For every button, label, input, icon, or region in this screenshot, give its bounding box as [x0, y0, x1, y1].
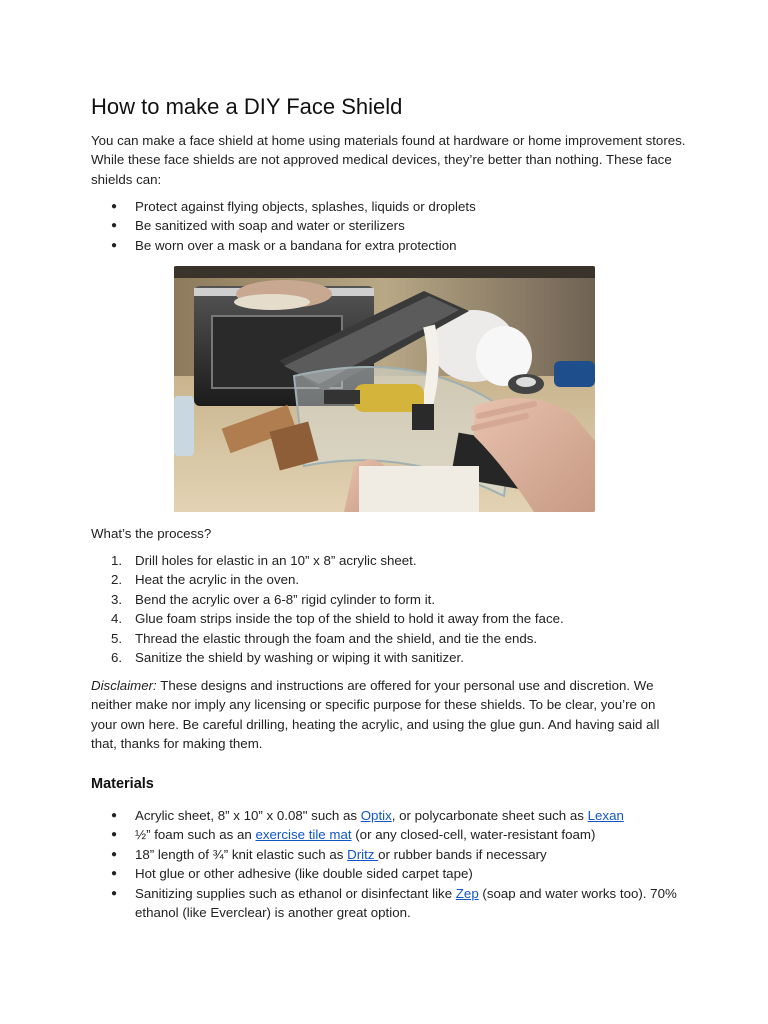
list-item [91, 825, 691, 844]
step-number: 6. [111, 650, 123, 666]
list-item [91, 570, 691, 589]
list-item: ● Hot glue or other adhesive (like double sided carpet tape) [91, 864, 691, 883]
list-item [91, 590, 691, 609]
step-number: 2. [111, 572, 123, 588]
material-text: or rubber bands if necessary [378, 846, 547, 862]
material-text: Acrylic sheet, 8” x 10” x 0.08" such as [135, 808, 361, 823]
exercise-tile-mat-link[interactable]: exercise tile mat [255, 827, 352, 843]
step-text: Thread the elastic through the foam and the shield, and tie the ends. [135, 630, 538, 646]
step-number: 1. [111, 553, 123, 568]
step-text: Glue foam strips inside the top of the shield to hold it away from the face. [135, 611, 564, 627]
step-text: Drill holes for elastic in an 10” x 8” acrylic sheet. [135, 553, 417, 568]
step-text: Heat the acrylic in the oven. [135, 572, 300, 588]
step-text: Sanitize the shield by washing or wiping it with sanitizer. [135, 650, 464, 666]
benefits-list [91, 197, 691, 255]
material-text: , or polycarbonate sheet such as [391, 808, 588, 823]
optix-link[interactable]: Optix [360, 808, 392, 823]
disclaimer-paragraph [91, 676, 681, 754]
step-number: 4. [111, 611, 123, 627]
page-title: How to make a DIY Face Shield [91, 94, 403, 119]
list-item [91, 629, 691, 648]
zep-link[interactable]: Zep [455, 885, 479, 901]
materials-heading: Materials [91, 776, 154, 792]
material-text: Sanitizing supplies such as ethanol or disinfectant like [135, 885, 456, 901]
disclaimer-text: These designs and instructions are offered for your personal use and discretion. We neither make nor imply any licensing or specific purpose for these shields. To be clear, you’re on your own here. Be careful drilling, heating the acrylic, and using the glue gun. And having said all that, thanks for making them. [91, 678, 660, 752]
lexan-link[interactable]: Lexan [587, 808, 624, 823]
process-steps-list [91, 551, 691, 667]
list-item [91, 845, 691, 864]
process-question: What’s the process? [91, 526, 212, 541]
material-text: 18” length of ¾” knit elastic such as [135, 846, 348, 862]
dritz-link[interactable]: Dritz [347, 846, 379, 862]
intro-paragraph: You can make a face shield at home using materials found at hardware or home improvement stores. While these face shields are not approved medical devices, they’re better than nothing. These face shields can: [91, 133, 686, 187]
materials-list [91, 806, 691, 922]
face-shield-photo [174, 266, 595, 512]
material-text: (soap and water works too). 70% ethanol (like Everclear) is another great option. [135, 885, 677, 921]
disclaimer-label: Disclaimer: [91, 678, 157, 693]
list-item [91, 609, 691, 628]
material-text: ½” foam such as an [135, 827, 256, 843]
list-item [91, 884, 691, 923]
list-item [91, 648, 691, 667]
material-text: (or any closed-cell, water-resistant foam) [351, 827, 596, 843]
list-item: ● Protect against flying objects, splashes, liquids or droplets [91, 197, 691, 216]
step-text: Bend the acrylic over a 6-8” rigid cylinder to form it. [135, 591, 436, 607]
list-item: ● Be sanitized with soap and water or sterilizers [91, 216, 691, 235]
list-item [91, 551, 691, 570]
step-number: 5. [111, 630, 123, 646]
list-item [91, 806, 691, 825]
step-number: 3. [111, 591, 123, 607]
list-item: ● Be worn over a mask or a bandana for extra protection [91, 236, 691, 255]
